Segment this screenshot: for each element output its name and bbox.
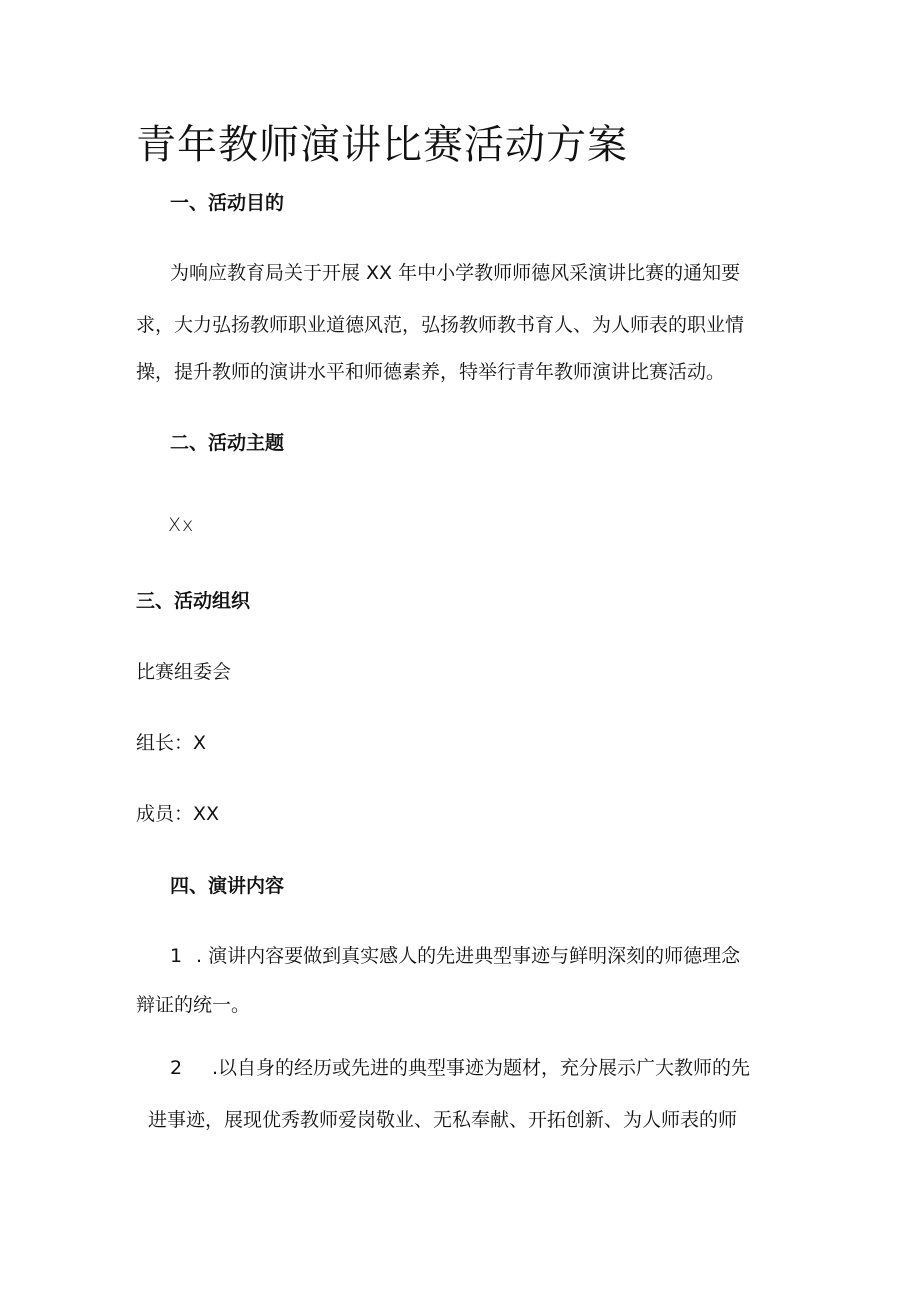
content-item-2-line-1: .以自身的经历或先进的典型事迹为题材，充分展示广大教师的先 xyxy=(212,1057,751,1079)
section-heading-theme: 二、活动主题 xyxy=(170,432,285,454)
section-heading-organization: 三、活动组织 xyxy=(136,590,251,612)
content-item-1-line-1: . 演讲内容要做到真实感人的先进典型事迹与鲜明深刻的师德理念 xyxy=(196,945,741,967)
document-title: 青年教师演讲比赛活动方案 xyxy=(136,122,628,168)
content-item-1-number: 1 xyxy=(170,945,183,967)
organization-committee: 比赛组委会 xyxy=(136,661,232,683)
organization-leader: 组长：X xyxy=(136,732,207,754)
purpose-line-1: 为响应教育局关于开展 XX 年中小学教师师德风采演讲比赛的通知要 xyxy=(170,262,741,284)
theme-value: Xx xyxy=(168,514,195,536)
purpose-line-3: 操，提升教师的演讲水平和师德素养，特举行青年教师演讲比赛活动。 xyxy=(136,361,726,383)
content-item-2-number: 2 xyxy=(170,1057,183,1079)
organization-members: 成员：XX xyxy=(136,803,220,825)
content-item-2-line-2: 进事迹，展现优秀教师爱岗敬业、无私奉献、开拓创新、为人师表的师 xyxy=(148,1109,738,1131)
purpose-line-2: 求，大力弘扬教师职业道德风范，弘扬教师教书育人、为人师表的职业情 xyxy=(136,314,745,336)
section-heading-content: 四、演讲内容 xyxy=(170,875,285,897)
content-item-1-line-2: 辩证的统一。 xyxy=(136,994,251,1016)
section-heading-purpose: 一、活动目的 xyxy=(170,192,285,214)
